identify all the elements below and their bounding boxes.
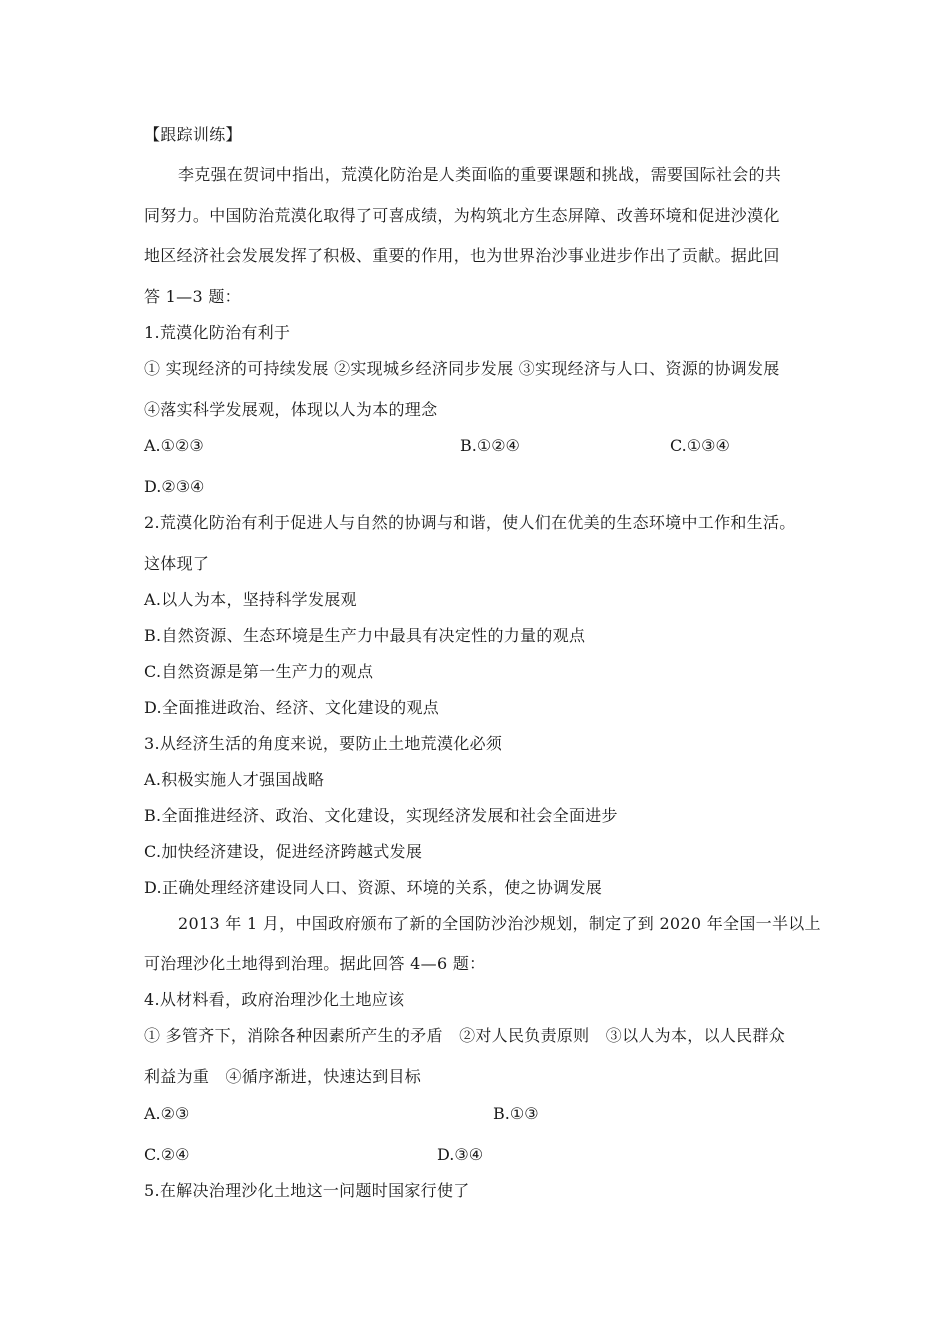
q4-option-d: D.③④	[437, 1145, 484, 1164]
q4-option-c: C.②④	[144, 1145, 190, 1164]
q2-option-d: D.全面推进政治、经济、文化建设的观点	[144, 698, 440, 717]
q3-option-a: A.积极实施人才强国战略	[144, 770, 325, 789]
q4-option-a: A.②③	[144, 1104, 190, 1123]
q4-statement: ① 多管齐下，消除各种因素所产生的矛盾 ②对人民负责原则 ③以人为本，以人民群众	[144, 1026, 786, 1045]
q3-option-c: C.加快经济建设，促进经济跨越式发展	[144, 842, 423, 861]
q5-stem: 5.在解决治理沙化土地这一问题时国家行使了	[144, 1181, 470, 1200]
q4-option-b: B.①③	[493, 1104, 539, 1123]
intro-line: 答 1—3 题：	[144, 287, 241, 306]
q1-option-b: B.①②④	[460, 436, 520, 455]
q2-option-c: C.自然资源是第一生产力的观点	[144, 662, 374, 681]
q1-option-d: D.②③④	[144, 477, 205, 496]
q2-option-a: A.以人为本，坚持科学发展观	[144, 590, 357, 609]
q4-stem: 4.从材料看，政府治理沙化土地应该	[144, 990, 405, 1009]
intro-line: 同努力。中国防治荒漠化取得了可喜成绩，为构筑北方生态屏障、改善环境和促进沙漠化	[144, 206, 780, 225]
q2-stem: 2.荒漠化防治有利于促进人与自然的协调与和谐，使人们在优美的生态环境中工作和生活。	[144, 513, 796, 532]
intro-line: 李克强在贺词中指出，荒漠化防治是人类面临的重要课题和挑战，需要国际社会的共	[178, 165, 782, 184]
q1-statement: ① 实现经济的可持续发展 ②实现城乡经济同步发展 ③实现经济与人口、资源的协调发展	[144, 359, 780, 378]
q1-statement: ④落实科学发展观，体现以人为本的理念	[144, 400, 438, 419]
q3-option-b: B.全面推进经济、政治、文化建设，实现经济发展和社会全面进步	[144, 806, 618, 825]
q1-stem: 1.荒漠化防治有利于	[144, 323, 291, 342]
section-title: 【跟踪训练】	[144, 125, 242, 144]
intro-line: 地区经济社会发展发挥了积极、重要的作用，也为世界治沙事业进步作出了贡献。据此回	[144, 246, 780, 265]
q1-option-c: C.①③④	[670, 436, 730, 455]
q2-option-b: B.自然资源、生态环境是生产力中最具有决定性的力量的观点	[144, 626, 586, 645]
q4-statement: 利益为重 ④循序渐进，快速达到目标	[144, 1067, 422, 1086]
q3-option-d: D.正确处理经济建设同人口、资源、环境的关系，使之协调发展	[144, 878, 603, 897]
intro2-line: 可治理沙化土地得到治理。据此回答 4—6 题：	[144, 954, 486, 973]
q3-stem: 3.从经济生活的角度来说，要防止土地荒漠化必须	[144, 734, 503, 753]
q1-option-a: A.①②③	[144, 436, 204, 455]
q2-stem: 这体现了	[144, 554, 210, 573]
intro2-line: 2013 年 1 月，中国政府颁布了新的全国防沙治沙规划，制定了到 2020 年全国一半以上	[178, 914, 821, 933]
